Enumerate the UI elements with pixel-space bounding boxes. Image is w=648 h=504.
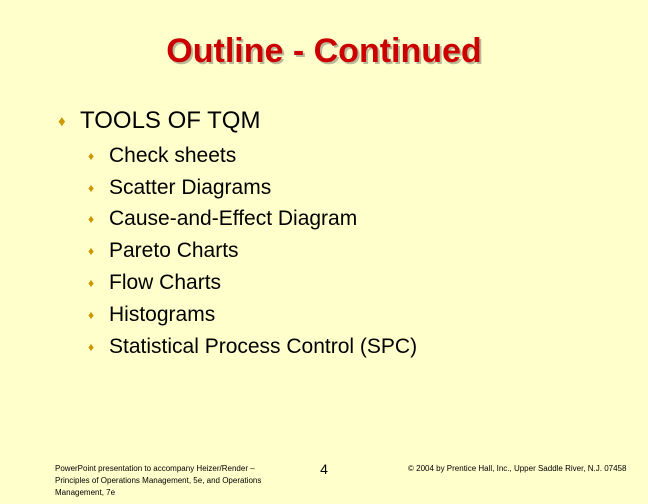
sub-bullet-list <box>88 140 417 363</box>
list-item <box>88 140 417 172</box>
list-item <box>88 267 417 299</box>
list-item <box>88 204 417 236</box>
list-item-text: Histograms <box>109 302 216 326</box>
list-item-text: Statistical Process Control (SPC) <box>109 334 418 358</box>
list-item <box>88 331 417 363</box>
diamond-bullet-icon: ♦ <box>88 244 95 259</box>
diamond-bullet-icon: ♦ <box>88 307 95 322</box>
list-item-text: Scatter Diagrams <box>109 175 272 199</box>
list-item-text: Cause-and-Effect Diagram <box>109 207 358 231</box>
page-number: 4 <box>320 461 328 477</box>
diamond-bullet-icon: ♦ <box>88 339 95 354</box>
list-item <box>88 172 417 204</box>
list-item-text: Flow Charts <box>109 271 222 295</box>
list-item-text: Pareto Charts <box>109 239 239 263</box>
list-item <box>88 235 417 267</box>
main-bullet-text: TOOLS OF TQM <box>80 107 261 134</box>
footer-credit: PowerPoint presentation to accompany Heizer/Render – Principles of Operations Management, 5e, and Operations Management, 7e <box>55 464 262 497</box>
diamond-bullet-icon: ♦ <box>88 212 95 227</box>
list-item-text: Check sheets <box>109 143 237 167</box>
diamond-bullet-icon: ♦ <box>88 148 95 163</box>
main-bullet <box>58 107 260 135</box>
diamond-bullet-icon: ♦ <box>58 112 66 130</box>
list-item <box>88 299 417 331</box>
diamond-bullet-icon: ♦ <box>88 276 95 291</box>
slide-title: Outline - Continued <box>166 32 482 70</box>
diamond-bullet-icon: ♦ <box>88 180 95 195</box>
footer-copyright: © 2004 by Prentice Hall, Inc., Upper Saddle River, N.J. 07458 <box>408 464 627 473</box>
